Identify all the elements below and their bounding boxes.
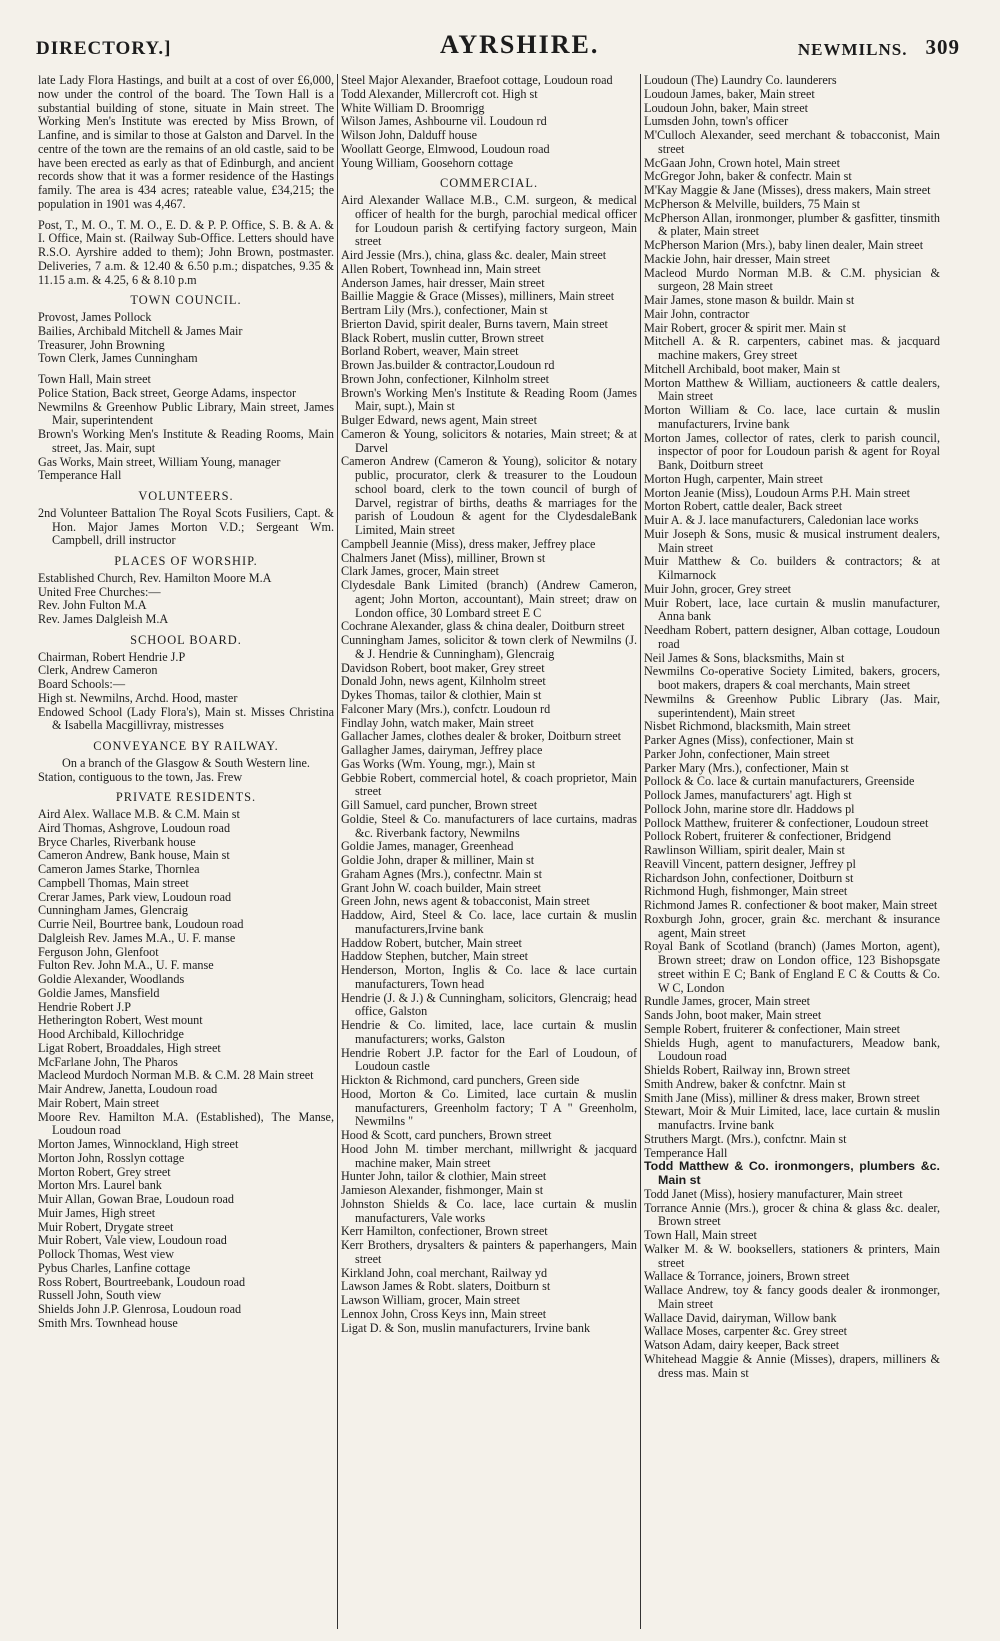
directory-entry: Hendrie (J. & J.) & Cunningham, solicitors, Glencraig; head office, Galston xyxy=(341,990,637,1019)
directory-entry: Loudoun John, baker, Main street xyxy=(644,100,809,115)
directory-entry: Green John, news agent & tobacconist, Main street xyxy=(341,894,590,909)
directory-entry: Mair Robert, grocer & spirit mer. Main st xyxy=(644,320,847,335)
bold-entry: Todd Matthew & Co. ironmongers, plumbers &c. Main st xyxy=(644,1159,940,1187)
directory-entry: Grant John W. coach builder, Main street xyxy=(341,880,541,895)
directory-entry: Morton Hugh, carpenter, Main street xyxy=(644,471,823,486)
running-head-right: NEWMILNS. xyxy=(797,40,908,59)
directory-entry: Muir Robert, Vale view, Loudoun road xyxy=(38,1233,227,1248)
directory-entry: Chalmers Janet (Miss), milliner, Brown st xyxy=(341,550,546,565)
directory-entry: Needham Robert, pattern designer, Alban cottage, Loudoun road xyxy=(644,623,940,651)
directory-entry: Hendrie Robert J.P. factor for the Earl of Loudoun, of Loudoun castle xyxy=(341,1045,637,1074)
directory-entry: Richmond James R. confectioner & boot maker, Main street xyxy=(644,898,938,912)
directory-entry: Brown Jas.builder & contractor,Loudoun rd xyxy=(341,358,555,372)
directory-entry: Fulton Rev. John M.A., U. F. manse xyxy=(38,958,214,973)
directory-entry: McPherson & Melville, builders, 75 Main st xyxy=(644,196,860,211)
directory-entry: Morton Robert, cattle dealer, Back street xyxy=(644,499,843,514)
directory-entry: Struthers Margt. (Mrs.), confctnr. Main st xyxy=(644,1131,847,1146)
directory-entry: Lennox John, Cross Keys inn, Main street xyxy=(341,1306,547,1321)
directory-entry: High st. Newmilns, Archd. Hood, master xyxy=(38,690,238,705)
directory-entry: Cameron Andrew (Cameron & Young), solicitor & notary public, procurator, clerk & treasurer to the Loudoun school board, clerk to the town council of burgh of Darvel, registrar of births, deaths & marriages for the parish of Loudoun & agent for the ClydesdaleBank Limited, Main street xyxy=(341,454,637,537)
directory-entry: Currie Neil, Bourtree bank, Loudoun road xyxy=(38,917,244,931)
directory-entry: Chairman, Robert Hendrie J.P xyxy=(38,649,186,664)
directory-entry: Haddow Robert, butcher, Main street xyxy=(341,935,522,950)
directory-entry: Shields John J.P. Glenrosa, Loudoun road xyxy=(38,1302,242,1316)
directory-entry: Mitchell Archibald, boot maker, Main st xyxy=(644,361,841,376)
directory-entry: Bertram Lily (Mrs.), confectioner, Main st xyxy=(341,303,548,317)
directory-column-2 xyxy=(341,74,637,1629)
directory-entry: Ross Robert, Bourtreebank, Loudoun road xyxy=(38,1274,246,1289)
directory-entry: Newmilns & Greenhow Public Library, Main street, James Mair, superintendent xyxy=(38,399,334,428)
directory-entry: Morton James, Winnockland, High street xyxy=(38,1137,239,1151)
page-number: 309 xyxy=(925,35,960,59)
directory-entry: 2nd Volunteer Battalion The Royal Scots Fusiliers, Capt. & Hon. Major James Morton V.D.; Sergeant Wm. Campbell, drill instructor xyxy=(38,505,334,548)
directory-entry: Aird Jessie (Mrs.), china, glass &c. dealer, Main street xyxy=(341,248,607,262)
directory-entry: Rev. John Fulton M.A xyxy=(38,598,147,613)
directory-entry: Kirkland John, coal merchant, Railway yd xyxy=(341,1265,548,1280)
directory-entry: Baillie Maggie & Grace (Misses), milliners, Main street xyxy=(341,289,615,304)
directory-entry: Cunningham James, solicitor & town clerk of Newmilns (J. & J. Hendrie & Cunningham), Glencraig xyxy=(341,633,637,661)
directory-entry: Semple Robert, fruiterer & confectioner, Main street xyxy=(644,1021,901,1036)
column-divider xyxy=(337,74,338,1629)
directory-entry: Aird Thomas, Ashgrove, Loudoun road xyxy=(38,820,231,835)
directory-entry: Mair Andrew, Janetta, Loudoun road xyxy=(38,1082,218,1096)
running-head-left: DIRECTORY.] xyxy=(36,38,172,59)
directory-entry: Endowed School (Lady Flora's), Main st. Misses Christina & Isabella Macgillivray, mistresses xyxy=(38,704,334,733)
directory-entry: United Free Churches:— xyxy=(38,584,161,599)
directory-entry: Muir Robert, Drygate street xyxy=(38,1219,174,1234)
directory-entry: Parker Agnes (Miss), confectioner, Main st xyxy=(644,733,854,747)
directory-entry: Smith Mrs. Townhead house xyxy=(38,1315,178,1330)
directory-entry: Stewart, Moir & Muir Limited, lace, lace curtain & muslin manufactrs. Irvine bank xyxy=(644,1104,940,1132)
directory-entry: Bulger Edward, news agent, Main street xyxy=(341,413,537,427)
directory-entry: Treasurer, John Browning xyxy=(38,337,165,352)
directory-entry: Hetherington Robert, West mount xyxy=(38,1013,203,1028)
directory-column-1 xyxy=(38,74,334,1629)
directory-entry: Goldie James, Mansfield xyxy=(38,985,160,1000)
directory-entry: Wallace & Torrance, joiners, Brown street xyxy=(644,1269,850,1284)
directory-entry: Police Station, Back street, George Adams, inspector xyxy=(38,385,297,400)
directory-entry: Newmilns Co-operative Society Limited, bakers, grocers, boot makers, drapers & coal merchants, Main street xyxy=(644,664,940,692)
column-divider xyxy=(640,74,641,1629)
directory-entry: Rundle James, grocer, Main street xyxy=(644,994,811,1009)
directory-entry: Neil James & Sons, blacksmiths, Main st xyxy=(644,650,845,665)
directory-entry: Board Schools:— xyxy=(38,677,126,691)
directory-entry: Macleod Murdo Norman M.B. & C.M. physician & surgeon, 28 Main street xyxy=(644,265,940,294)
directory-entry: Ligat Robert, Broaddales, High street xyxy=(38,1040,221,1055)
directory-entry: Aird Alexander Wallace M.B., C.M. surgeon, & medical officer of health for the burgh, parochial medical officer for Loudoun parish & certifying factory surgeon, Main street xyxy=(341,193,637,249)
directory-entry: Cameron Andrew, Bank house, Main st xyxy=(38,848,230,863)
directory-entry: Town Clerk, James Cunningham xyxy=(38,351,198,366)
directory-entry: Donald John, news agent, Kilnholm street xyxy=(341,674,546,689)
directory-entry: Steel Major Alexander, Braefoot cottage, Loudoun road xyxy=(341,74,613,87)
directory-entry: Brown John, confectioner, Kilnholm street xyxy=(341,371,550,386)
directory-entry: Muir Joseph & Sons, music & musical instrument dealers, Main street xyxy=(644,526,940,555)
directory-entry: Morton James, collector of rates, clerk to parish council, inspector of poor for Loudoun parish & agent for Royal Bank, Doitburn street xyxy=(644,430,940,472)
directory-entry: Nisbet Richmond, blacksmith, Main street xyxy=(644,719,851,734)
directory-entry: Woollatt George, Elmwood, Loudoun road xyxy=(341,141,550,156)
directory-entry: Macleod Murdoch Norman M.B. & C.M. 28 Main street xyxy=(38,1068,314,1083)
directory-entry: Town Hall, Main street xyxy=(38,372,151,386)
directory-entry: Muir Robert, lace, lace curtain & muslin manufacturer, Anna bank xyxy=(644,595,940,624)
directory-entry: Morton Matthew & William, auctioneers & cattle dealers, Main street xyxy=(644,375,940,404)
directory-entry: Hickton & Richmond, card punchers, Green side xyxy=(341,1073,580,1087)
directory-entry: Loudoun (The) Laundry Co. launderers xyxy=(644,74,837,87)
directory-entry: Muir A. & J. lace manufacturers, Caledonian lace works xyxy=(644,513,919,527)
directory-entry: Campbell Jeannie (Miss), dress maker, Jeffrey place xyxy=(341,536,596,551)
directory-entry: Hood & Scott, card punchers, Brown street xyxy=(341,1128,552,1142)
directory-entry: Cameron & Young, solicitors & notaries, Main street; & at Darvel xyxy=(341,426,637,455)
directory-entry: Gas Works, Main street, William Young, manager xyxy=(38,454,281,469)
page-header xyxy=(36,30,960,60)
directory-entry: Goldie James, manager, Greenhead xyxy=(341,839,514,854)
directory-entry: Haddow Stephen, butcher, Main street xyxy=(341,949,529,964)
directory-entry: Wallace David, dairyman, Willow bank xyxy=(644,1310,837,1325)
directory-entry: Temperance Hall xyxy=(644,1145,728,1160)
directory-entry: Goldie John, draper & milliner, Main st xyxy=(341,853,535,867)
directory-entry: Todd Janet (Miss), hosiery manufacturer, Main street xyxy=(644,1186,903,1201)
directory-column-3 xyxy=(644,74,940,1629)
directory-entry: McGregor John, baker & confectr. Main st xyxy=(644,169,852,184)
directory-entry: Brierton David, spirit dealer, Burns tavern, Main street xyxy=(341,316,608,331)
directory-entry: Henderson, Morton, Inglis & Co. lace & lace curtain manufacturers, Town head xyxy=(341,963,637,991)
section-heading: CONVEYANCE BY RAILWAY. xyxy=(93,739,279,753)
directory-entry: Todd Alexander, Millercroft cot. High st xyxy=(341,86,538,101)
directory-entry: Morton Robert, Grey street xyxy=(38,1164,171,1179)
directory-entry: Mair John, contractor xyxy=(644,306,750,321)
directory-entry: Hunter John, tailor & clothier, Main street xyxy=(341,1169,547,1184)
directory-entry: Goldie Alexander, Woodlands xyxy=(38,972,185,986)
directory-entry: Lawson William, grocer, Main street xyxy=(341,1293,520,1307)
directory-entry: Ferguson John, Glenfoot xyxy=(38,944,159,959)
paragraph: late Lady Flora Hastings, and built at a cost of over £6,000, now under the control of the board. The Town Hall is a substantial building of stone, situate in Main street. The Working Men's Institute was erected by Miss Brown, of Lanfine, and is similar to those at Galston and Darvel. In the centre of the town are the remains of an old castle, said to be have been erected as early as that of Edinburgh, and ancient records show that it was a former residence of the Hastings family. The area is 434 acres; rateable value, £34,215; the population in 1901 was 4,467. xyxy=(38,74,334,211)
directory-entry: Parker John, confectioner, Main street xyxy=(644,746,830,761)
directory-entry: Black Robert, muslin cutter, Brown street xyxy=(341,330,544,345)
directory-entry: Newmilns & Greenhow Public Library (Jas. Mair, superintendent), Main street xyxy=(644,691,940,720)
directory-entry: Hood John M. timber merchant, millwright & jacquard machine maker, Main street xyxy=(341,1141,637,1170)
directory-entry: Jamieson Alexander, fishmonger, Main st xyxy=(341,1183,544,1197)
directory-entry: Sands John, boot maker, Main street xyxy=(644,1008,822,1022)
directory-entry: Pollock John, marine store dlr. Haddows pl xyxy=(644,801,855,816)
directory-entry: Walker M. & W. booksellers, stationers & printers, Main street xyxy=(644,1241,940,1270)
directory-entry: Loudoun James, baker, Main street xyxy=(644,86,815,101)
running-head-right-group xyxy=(798,35,960,60)
directory-entry: Mair Robert, Main street xyxy=(38,1095,160,1110)
directory-entry: Moore Rev. Hamilton M.A. (Established), The Manse, Loudoun road xyxy=(38,1109,334,1138)
directory-entry: Johnston Shields & Co. lace, lace curtain & muslin manufacturers, Vale works xyxy=(341,1196,637,1225)
directory-entry: Hendrie & Co. limited, lace, lace curtain & muslin manufacturers; works, Galston xyxy=(341,1018,637,1046)
directory-entry: Aird Alex. Wallace M.B. & C.M. Main st xyxy=(38,807,240,821)
directory-entry: Established Church, Rev. Hamilton Moore M.A xyxy=(38,570,272,585)
directory-entry: Royal Bank of Scotland (branch) (James Morton, agent), Brown street; draw on London office, 123 Bishopsgate street within E C; Bank of England E C & Coutts & Co. W C, London xyxy=(644,939,940,995)
directory-entry: Campbell Thomas, Main street xyxy=(38,875,189,890)
directory-entry: Wallace Andrew, toy & fancy goods dealer & ironmonger, Main street xyxy=(644,1283,940,1311)
directory-entry: Muir Matthew & Co. builders & contractors; & at Kilmarnock xyxy=(644,554,940,582)
directory-entry: Cochrane Alexander, glass & china dealer, Doitburn street xyxy=(341,619,625,634)
directory-entry: Wilson James, Ashbourne vil. Loudoun rd xyxy=(341,114,547,129)
directory-entry: Pollock Thomas, West view xyxy=(38,1247,175,1261)
directory-entry: Roxburgh John, grocer, grain &c. merchant & insurance agent, Main street xyxy=(644,911,940,940)
directory-entry: Muir Allan, Gowan Brae, Loudoun road xyxy=(38,1192,234,1206)
directory-entry: Hood, Morton & Co. Limited, lace curtain & muslin manufacturers, Greenholm factory; T A " Greenholm, Newmilns " xyxy=(341,1086,637,1129)
directory-entry: Bailies, Archibald Mitchell & James Mair xyxy=(38,323,243,338)
directory-entry: White William D. Broomrigg xyxy=(341,100,485,115)
directory-entry: Young William, Goosehorn cottage xyxy=(341,155,514,170)
directory-entry: Whitehead Maggie & Annie (Misses), drapers, milliners & dress mas. Main st xyxy=(644,1351,940,1380)
directory-entry: Parker Mary (Mrs.), confectioner, Main st xyxy=(644,760,849,775)
directory-entry: Crerar James, Park view, Loudoun road xyxy=(38,889,232,904)
directory-entry: Reavill Vincent, pattern designer, Jeffrey pl xyxy=(644,856,856,871)
directory-entry: Davidson Robert, boot maker, Grey street xyxy=(341,660,545,675)
directory-entry: McFarlane John, The Pharos xyxy=(38,1054,178,1069)
directory-entry: Clark James, grocer, Main street xyxy=(341,564,499,579)
directory-entry: Graham Agnes (Mrs.), confectnr. Main st xyxy=(341,866,543,881)
directory-entry: Mair James, stone mason & buildr. Main st xyxy=(644,293,855,307)
directory-entry: Clerk, Andrew Cameron xyxy=(38,663,158,678)
directory-entry: Gebbie Robert, commercial hotel, & coach proprietor, Main street xyxy=(341,770,637,799)
directory-entry: Station, contiguous to the town, Jas. Frew xyxy=(38,769,243,784)
paragraph: Post, T., M. O., T. M. O., E. D. & P. P. Office, S. B. & A. & I. Office, Main st. (Railway Sub-Office. Letters should have R.S.O. Ayrshire added to them); John Brown, postmaster. Deliveries, 7 a.m. & 12.40 & 6.50 p.m.; dispatches, 9.35 & 11.15 a.m. & 4.25, 6 & 8.10 p.m xyxy=(38,217,334,287)
directory-entry: Pybus Charles, Lanfine cottage xyxy=(38,1260,191,1275)
directory-entry: Kerr Brothers, drysalters & painters & paperhangers, Main street xyxy=(341,1238,637,1266)
directory-entry: Morton John, Rosslyn cottage xyxy=(38,1150,185,1165)
directory-entry: Haddow, Aird, Steel & Co. lace, lace curtain & muslin manufacturers,Irvine bank xyxy=(341,908,637,936)
section-heading: TOWN COUNCIL. xyxy=(130,293,242,308)
section-heading: COMMERCIAL. xyxy=(439,176,539,191)
directory-entry: Brown's Working Men's Institute & Reading Rooms, Main street, Jas. Mair, supt xyxy=(38,427,334,455)
directory-entry: Russell John, South view xyxy=(38,1288,162,1303)
directory-entry: Rev. James Dalgleish M.A xyxy=(38,612,169,626)
directory-entry: Wallace Moses, carpenter &c. Grey street xyxy=(644,1324,848,1339)
directory-entry: Morton William & Co. lace, lace curtain & muslin manufacturers, Irvine bank xyxy=(644,403,940,431)
directory-entry: McPherson Allan, ironmonger, plumber & gasfitter, tinsmith & plater, Main street xyxy=(644,210,940,239)
section-heading: PLACES OF WORSHIP. xyxy=(114,554,258,568)
directory-entry: Richmond Hugh, fishmonger, Main street xyxy=(644,884,848,899)
directory-entry: Mackie John, hair dresser, Main street xyxy=(644,251,830,266)
section-heading: PRIVATE RESIDENTS. xyxy=(115,790,257,805)
directory-entry: Provost, James Pollock xyxy=(38,310,152,324)
directory-entry: Shields Hugh, agent to manufacturers, Meadow bank, Loudoun road xyxy=(644,1035,940,1064)
directory-entry: Pollock James, manufacturers' agt. High st xyxy=(644,788,852,802)
directory-entry: Muir James, High street xyxy=(38,1205,156,1220)
directory-entry: M'Kay Maggie & Jane (Misses), dress makers, Main street xyxy=(644,183,931,197)
running-head-title: AYRSHIRE. xyxy=(439,30,600,59)
directory-entry: Gill Samuel, card puncher, Brown street xyxy=(341,798,538,812)
directory-entry: Torrance Annie (Mrs.), grocer & china & glass &c. dealer, Brown street xyxy=(644,1200,940,1229)
directory-entry: Lawson James & Robt. slaters, Doitburn st xyxy=(341,1279,551,1294)
directory-entry: Falconer Mary (Mrs.), confctr. Loudoun rd xyxy=(341,701,551,716)
directory-entry: Allen Robert, Townhead inn, Main street xyxy=(341,261,541,276)
directory-entry: Morton Mrs. Laurel bank xyxy=(38,1178,162,1193)
directory-entry: Kerr Hamilton, confectioner, Brown street xyxy=(341,1224,548,1239)
directory-entry: Morton Jeanie (Miss), Loudoun Arms P.H. Main street xyxy=(644,485,911,500)
directory-entry: Smith Jane (Miss), milliner & dress maker, Brown street xyxy=(644,1090,920,1105)
section-heading: SCHOOL BOARD. xyxy=(130,632,242,647)
directory-entry: Cunningham James, Glencraig xyxy=(38,903,188,918)
directory-entry: Watson Adam, dairy keeper, Back street xyxy=(644,1338,840,1352)
directory-entry: Wilson John, Dalduff house xyxy=(341,128,478,142)
directory-entry: Gallagher James, dairyman, Jeffrey place xyxy=(341,743,543,757)
directory-entry: McPherson Marion (Mrs.), baby linen dealer, Main street xyxy=(644,238,924,252)
directory-entry: Town Hall, Main street xyxy=(644,1228,757,1242)
directory-entry: Gas Works (Wm. Young, mgr.), Main st xyxy=(341,756,536,771)
directory-entry: Shields Robert, Railway inn, Brown street xyxy=(644,1063,851,1077)
directory-entry: Lumsden John, town's officer xyxy=(644,114,789,129)
directory-entry: M'Culloch Alexander, seed merchant & tobacconist, Main street xyxy=(644,128,940,156)
directory-entry: Pollock Matthew, fruiterer & confectioner, Loudoun street xyxy=(644,815,929,830)
directory-entry: Goldie, Steel & Co. manufacturers of lace curtains, madras &c. Riverbank factory, Newmilns xyxy=(341,811,637,840)
directory-entry: Smith Andrew, baker & confctnr. Main st xyxy=(644,1076,846,1091)
directory-entry: Mitchell A. & R. carpenters, cabinet mas. & jacquard machine makers, Grey street xyxy=(644,334,940,362)
directory-entry: Hood Archibald, Killochridge xyxy=(38,1027,184,1041)
directory-entry: Pollock Robert, fruiterer & confectioner, Bridgend xyxy=(644,829,891,844)
directory-entry: Muir John, grocer, Grey street xyxy=(644,581,792,596)
directory-entry: Borland Robert, weaver, Main street xyxy=(341,344,519,359)
directory-entry: Cameron James Starke, Thornlea xyxy=(38,862,200,876)
directory-entry: McGaan John, Crown hotel, Main street xyxy=(644,155,840,170)
directory-entry: Ligat D. & Son, muslin manufacturers, Irvine bank xyxy=(341,1320,591,1335)
directory-entry: Temperance Hall xyxy=(38,468,122,483)
centered-text: On a branch of the Glasgow & South Western line. xyxy=(62,755,310,770)
directory-entry: Dalgleish Rev. James M.A., U. F. manse xyxy=(38,930,236,945)
directory-entry: Gallacher James, clothes dealer & broker, Doitburn street xyxy=(341,729,622,744)
directory-entry: Findlay John, watch maker, Main street xyxy=(341,715,534,730)
directory-entry: Bryce Charles, Riverbank house xyxy=(38,834,196,849)
section-heading: VOLUNTEERS. xyxy=(138,489,234,503)
directory-entry: Dykes Thomas, tailor & clothier, Main st xyxy=(341,688,542,702)
directory-entry: Hendrie Robert J.P xyxy=(38,999,132,1014)
directory-entry: Clydesdale Bank Limited (branch) (Andrew Cameron, agent; John Morton, accountant), Main street; draw on London office, 30 Lombard street E C xyxy=(341,578,637,620)
directory-entry: Anderson James, hair dresser, Main street xyxy=(341,275,545,290)
directory-entry: Rawlinson William, spirit dealer, Main st xyxy=(644,843,845,857)
directory-entry: Brown's Working Men's Institute & Reading Room (James Mair, supt.), Main st xyxy=(341,385,637,414)
directory-entry: Pollock & Co. lace & curtain manufacturers, Greenside xyxy=(644,774,915,789)
directory-entry: Richardson John, confectioner, Doitburn st xyxy=(644,870,854,885)
